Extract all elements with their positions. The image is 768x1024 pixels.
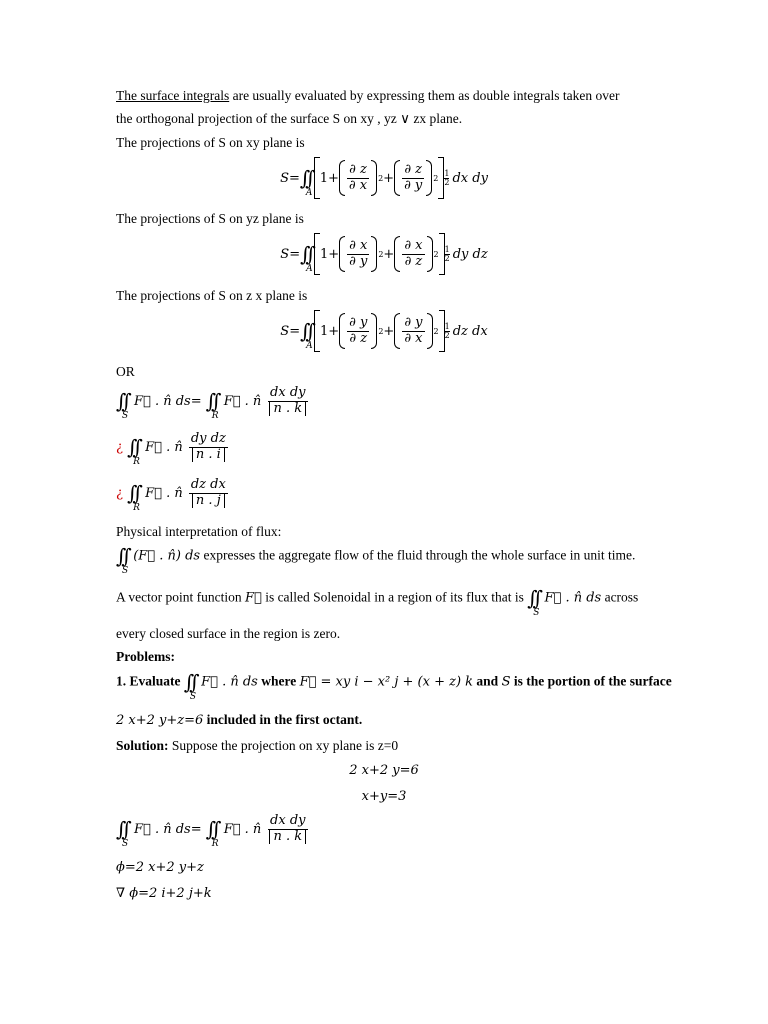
physical-heading: Physical interpretation of flux:	[116, 524, 282, 539]
gradient-equation: ∇ ϕ=2 i+2 j+k	[116, 886, 212, 901]
physical-text: ∫∫ S (F⃗ . n̂) ds expresses the aggregate flow of the fluid through the whole surface in unit time.	[116, 544, 636, 576]
problems-heading: Problems:	[116, 649, 175, 664]
surface-integrals-link[interactable]: The surface integrals	[116, 88, 230, 103]
solution-eq-2: x+y=3	[361, 789, 407, 804]
flux-form-repeat: ∫∫ S F⃗ . n̂ ds= ∫∫ R F⃗ . n̂ $\frac{\text{dx dy}}{n . k}$	[116, 813, 306, 849]
flux-form-1: ∫∫ S F⃗ . n̂ ds= ∫∫ R F⃗ . n̂ $\frac{\text{dx dy}}{n . k}$	[116, 385, 306, 421]
projection-label-yz: The projections of S on yz plane is	[116, 211, 304, 226]
formula-yz: S= ∫∫ A 1+ $\frac{\partial x}{\partial y}$ 2 + $\frac{\partial x}{\partial z}$ 2 1 2 dy dz	[0, 233, 768, 275]
intro-line-2: the orthogonal projection of the surface S on xy , yz ∨ zx plane.	[116, 111, 463, 126]
intro-line-1	[116, 88, 619, 104]
solution-line: Solution: Suppose the projection on xy plane is z=0	[116, 738, 399, 753]
solenoidal-line-1: A vector point function F⃗ is called Solenoidal in a region of its flux that is ∫∫ S F⃗ . n̂ ds across	[116, 586, 639, 618]
or-label: OR	[116, 364, 135, 379]
projection-label-zx: The projections of S on z x plane is	[116, 288, 308, 303]
projection-label-xy: The projections of S on xy plane is	[116, 135, 305, 150]
phi-equation: ϕ=2 x+2 y+z	[116, 860, 204, 875]
problem-1-statement: 1. Evaluate ∫∫ S F⃗ . n̂ ds where F⃗ = xy i − x² j + (x + z) k and S is the portion of the surface	[116, 670, 672, 702]
problem-1-surface: 2 x+2 y+z=6 included in the first octant.	[116, 712, 363, 728]
flux-form-3: ¿ ∫∫ R F⃗ . n̂ $\frac{\text{dz dx}}{n . j}$	[116, 477, 226, 513]
intro-text: are usually evaluated by expressing them as double integrals taken over	[229, 88, 620, 103]
formula-zx: S= ∫∫ A 1+ $\frac{\partial y}{\partial z}$ 2 + $\frac{\partial y}{\partial x}$ 2 1 2 dz dx	[0, 310, 768, 352]
flux-form-2: ¿ ∫∫ R F⃗ . n̂ $\frac{\text{dy dz}}{n . i}$	[116, 431, 226, 467]
solenoidal-line-2: every closed surface in the region is zero.	[116, 626, 341, 641]
formula-xy: S= ∫∫ A 1+ $\frac{\partial z}{\partial x}$ 2 + $\frac{\partial z}{\partial y}$ 2 1 2 dx dy	[0, 157, 768, 199]
solution-eq-1: 2 x+2 y=6	[349, 763, 419, 778]
